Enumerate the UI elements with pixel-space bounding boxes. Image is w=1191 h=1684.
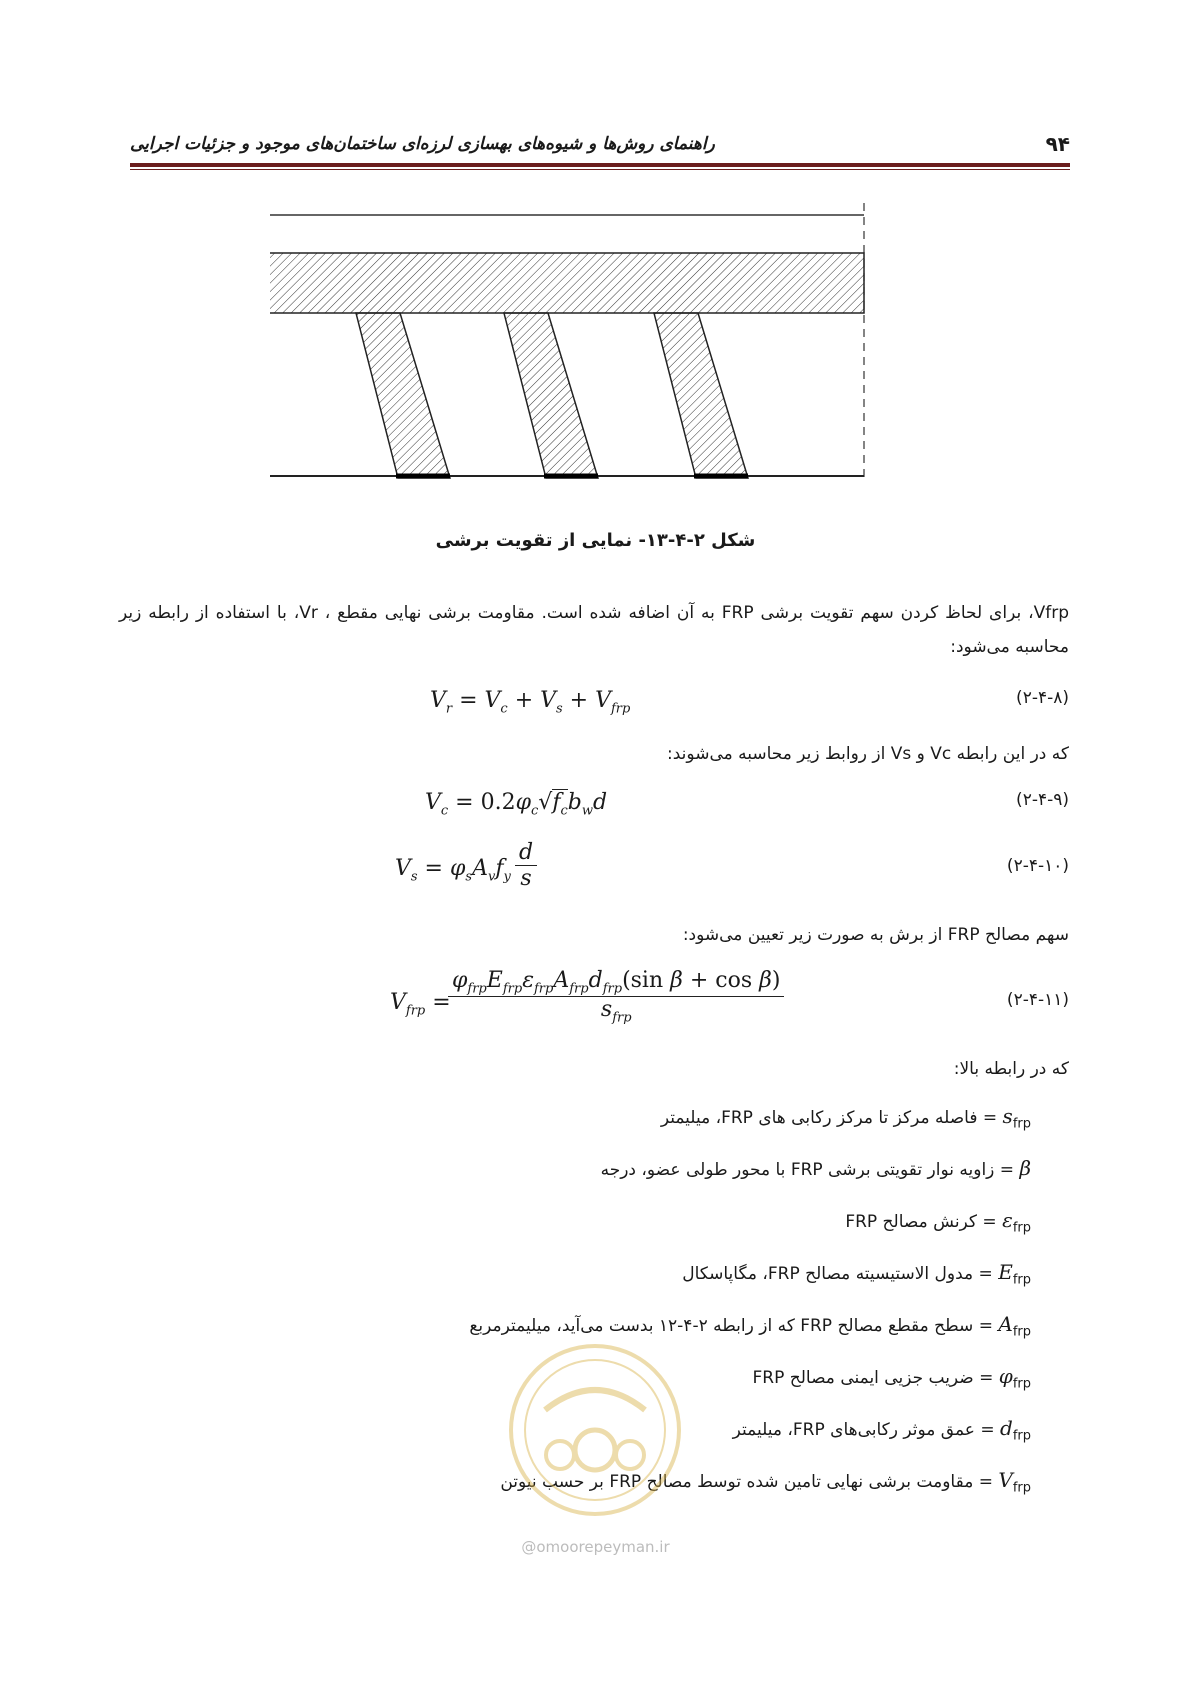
definition-d-frp: $d_{frp}$ = عمق موثر رکابی‌های FRP، میلیمتر xyxy=(732,1416,1031,1444)
frp-strip-1 xyxy=(356,313,450,478)
running-header xyxy=(130,128,1070,168)
definition-s-frp: $s_{frp}$ = فاصله مرکز تا مرکز رکابی های FRP، میلیمتر xyxy=(660,1104,1031,1132)
shear-strengthening-figure xyxy=(270,198,930,518)
equation-8: $V_r = V_c + V_s + V_{frp}$ (۲-۴-۸) xyxy=(430,688,1069,717)
equation-number: (۲-۴-۱۰) xyxy=(1006,856,1069,876)
page-number: ۹۴ xyxy=(1045,132,1070,156)
definition-v-frp: $V_{frp}$ = مقاومت برشی نهایی تامین شده توسط مصالح FRP بر حسب نیوتن xyxy=(500,1468,1031,1496)
equation-10: $V_s = \varphi_sA_vf_y$ d s (۲-۴-۱۰) xyxy=(395,840,1069,891)
figure-caption: شکل ۲-۴-۱۳- نمایی از تقویت برشی xyxy=(435,530,756,551)
frp-line: سهم مصالح FRP از برش به صورت زیر تعیین می‌شود: xyxy=(682,925,1069,945)
watermark-site: @omoorepeyman.ir xyxy=(521,1538,670,1556)
equation-number: (۲-۴-۱۱) xyxy=(1006,990,1069,1010)
equation-11: $V_{frp}$ = $\varphi_{frp}E_{frp}\varepsilon_{frp}A_{frp}d_{frp}(\sin$ β + cos β) $s_{frp}$ (۲-۴-۱۱) xyxy=(390,968,1069,1026)
above-line: که در رابطه بالا: xyxy=(953,1059,1069,1079)
frp-strip-3 xyxy=(654,313,748,478)
header-rule-thin xyxy=(130,169,1070,170)
header-title: راهنمای روش‌ها و شیوه‌های بهسازی لرزه‌ای ساختمان‌های موجود و جزئیات اجرایی xyxy=(130,134,715,154)
header-rule-thick xyxy=(130,163,1070,167)
vc-vs-line: که در این رابطه Vc و Vs از روابط زیر محاسبه می‌شوند: xyxy=(667,744,1069,764)
definition-beta: β = زاویه نوار تقویتی برشی FRP با محور طولی عضو، درجه xyxy=(600,1156,1031,1180)
definition-e-frp: $E_{frp}$ = مدول الاستیسیته مصالح FRP، مگاپاسکال xyxy=(682,1260,1031,1288)
intro-paragraph: V‌frp، برای لحاظ کردن سهم تقویت برشی FRP به آن اضافه شده است. مقاومت برشی نهایی مقطع ، Vr، با استفاده از رابطه زیر محاسبه می‌شود: xyxy=(119,603,1069,657)
watermark-seal-icon xyxy=(505,1340,685,1520)
hatched-flange xyxy=(270,253,864,313)
frp-strip-2 xyxy=(504,313,598,478)
equation-number: (۲-۴-۹) xyxy=(1016,790,1069,810)
definition-epsilon-frp: $\varepsilon_{frp}$ = کرنش مصالح FRP xyxy=(845,1208,1031,1236)
equation-number: (۲-۴-۸) xyxy=(1016,688,1069,708)
equation-9: $V_c = 0.2\varphi_c√f_cb_wd$ (۲-۴-۹) xyxy=(425,790,1069,819)
definition-phi-frp: $\varphi_{frp}$ = ضریب جزیی ایمنی مصالح FRP xyxy=(752,1364,1031,1392)
definition-a-frp: $A_{frp}$ = سطح مقطع مصالح FRP که از رابطه ۲-۴-۱۲ بدست می‌آید، میلیمترمربع xyxy=(469,1312,1031,1340)
